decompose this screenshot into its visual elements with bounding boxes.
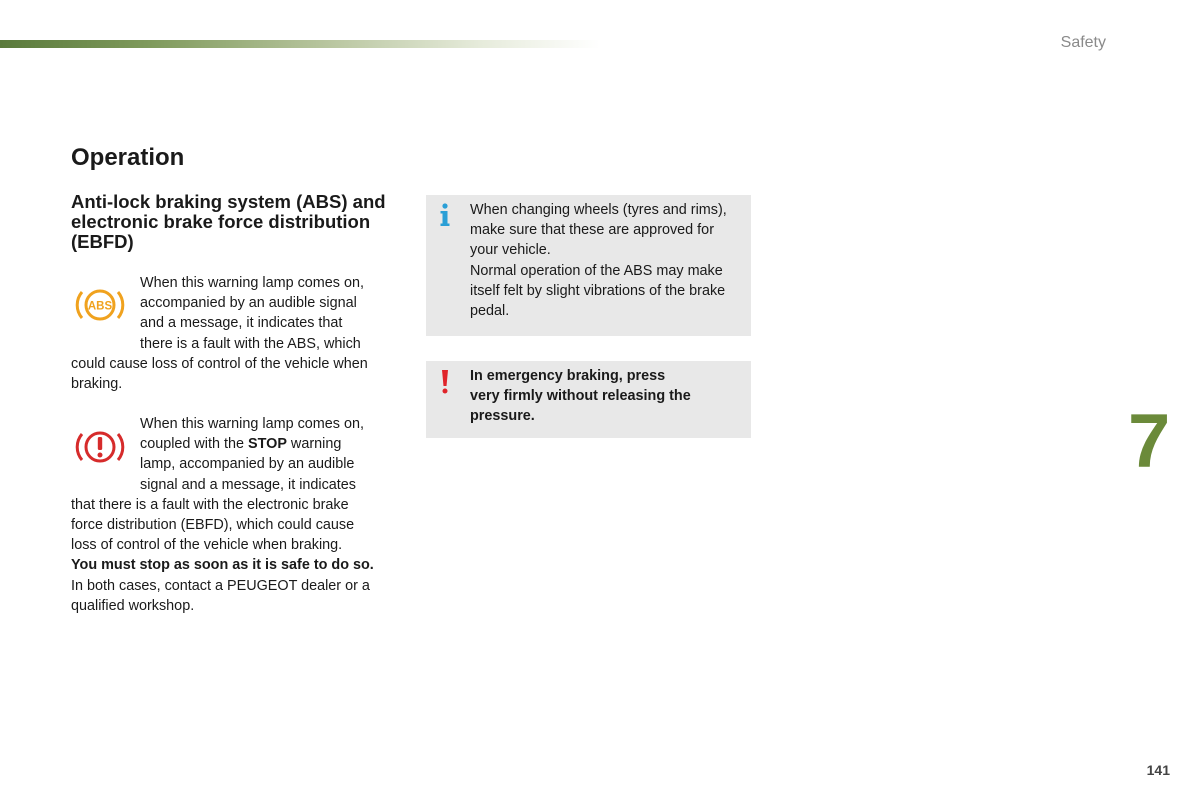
header-decoration-bar — [0, 40, 600, 48]
abs-warning-text: When this warning lamp comes on, accompanied by an audible signal and a message, it indicates that there is a fault with the ABS, which could cause loss of control of the vehicle when braking. — [71, 275, 368, 393]
page-title: Operation — [71, 144, 185, 171]
info-icon — [438, 203, 452, 227]
page-number: 141 — [1146, 762, 1170, 778]
info-note-text: When changing wheels (tyres and rims), make sure that these are approved for your vehicle. Normal operation of the ABS may make itself felt by slight vibrations of the brake pedal. — [470, 202, 727, 320]
stop-lamp-name: STOP — [248, 436, 287, 453]
abs-lamp-label: ABS — [87, 300, 113, 313]
info-note-box — [426, 195, 751, 336]
section-label: Safety — [1060, 34, 1106, 51]
warning-note-box — [426, 361, 751, 438]
section-subtitle: Anti-lock braking system (ABS) and electronic brake force distribution (EBFD) — [71, 191, 386, 252]
chapter-number: 7 — [1128, 399, 1171, 484]
warning-note-text: In emergency braking, press very firmly without releasing the pressure. — [470, 368, 691, 425]
exclamation-icon — [441, 370, 449, 394]
stop-advice: You must stop as soon as it is safe to do so. — [71, 557, 374, 574]
ebfd-warning-text: When this warning lamp comes on, coupled with the STOP warning lamp, accompanied by an audible signal and a message, it indicates that there is a fault with the electronic brake force distribution (EBFD), which could cause loss of control of the vehicle when braking. You must stop as soon as it is safe to do so. In both cases, contact a PEUGEOT dealer or a qualified workshop. — [71, 414, 401, 616]
